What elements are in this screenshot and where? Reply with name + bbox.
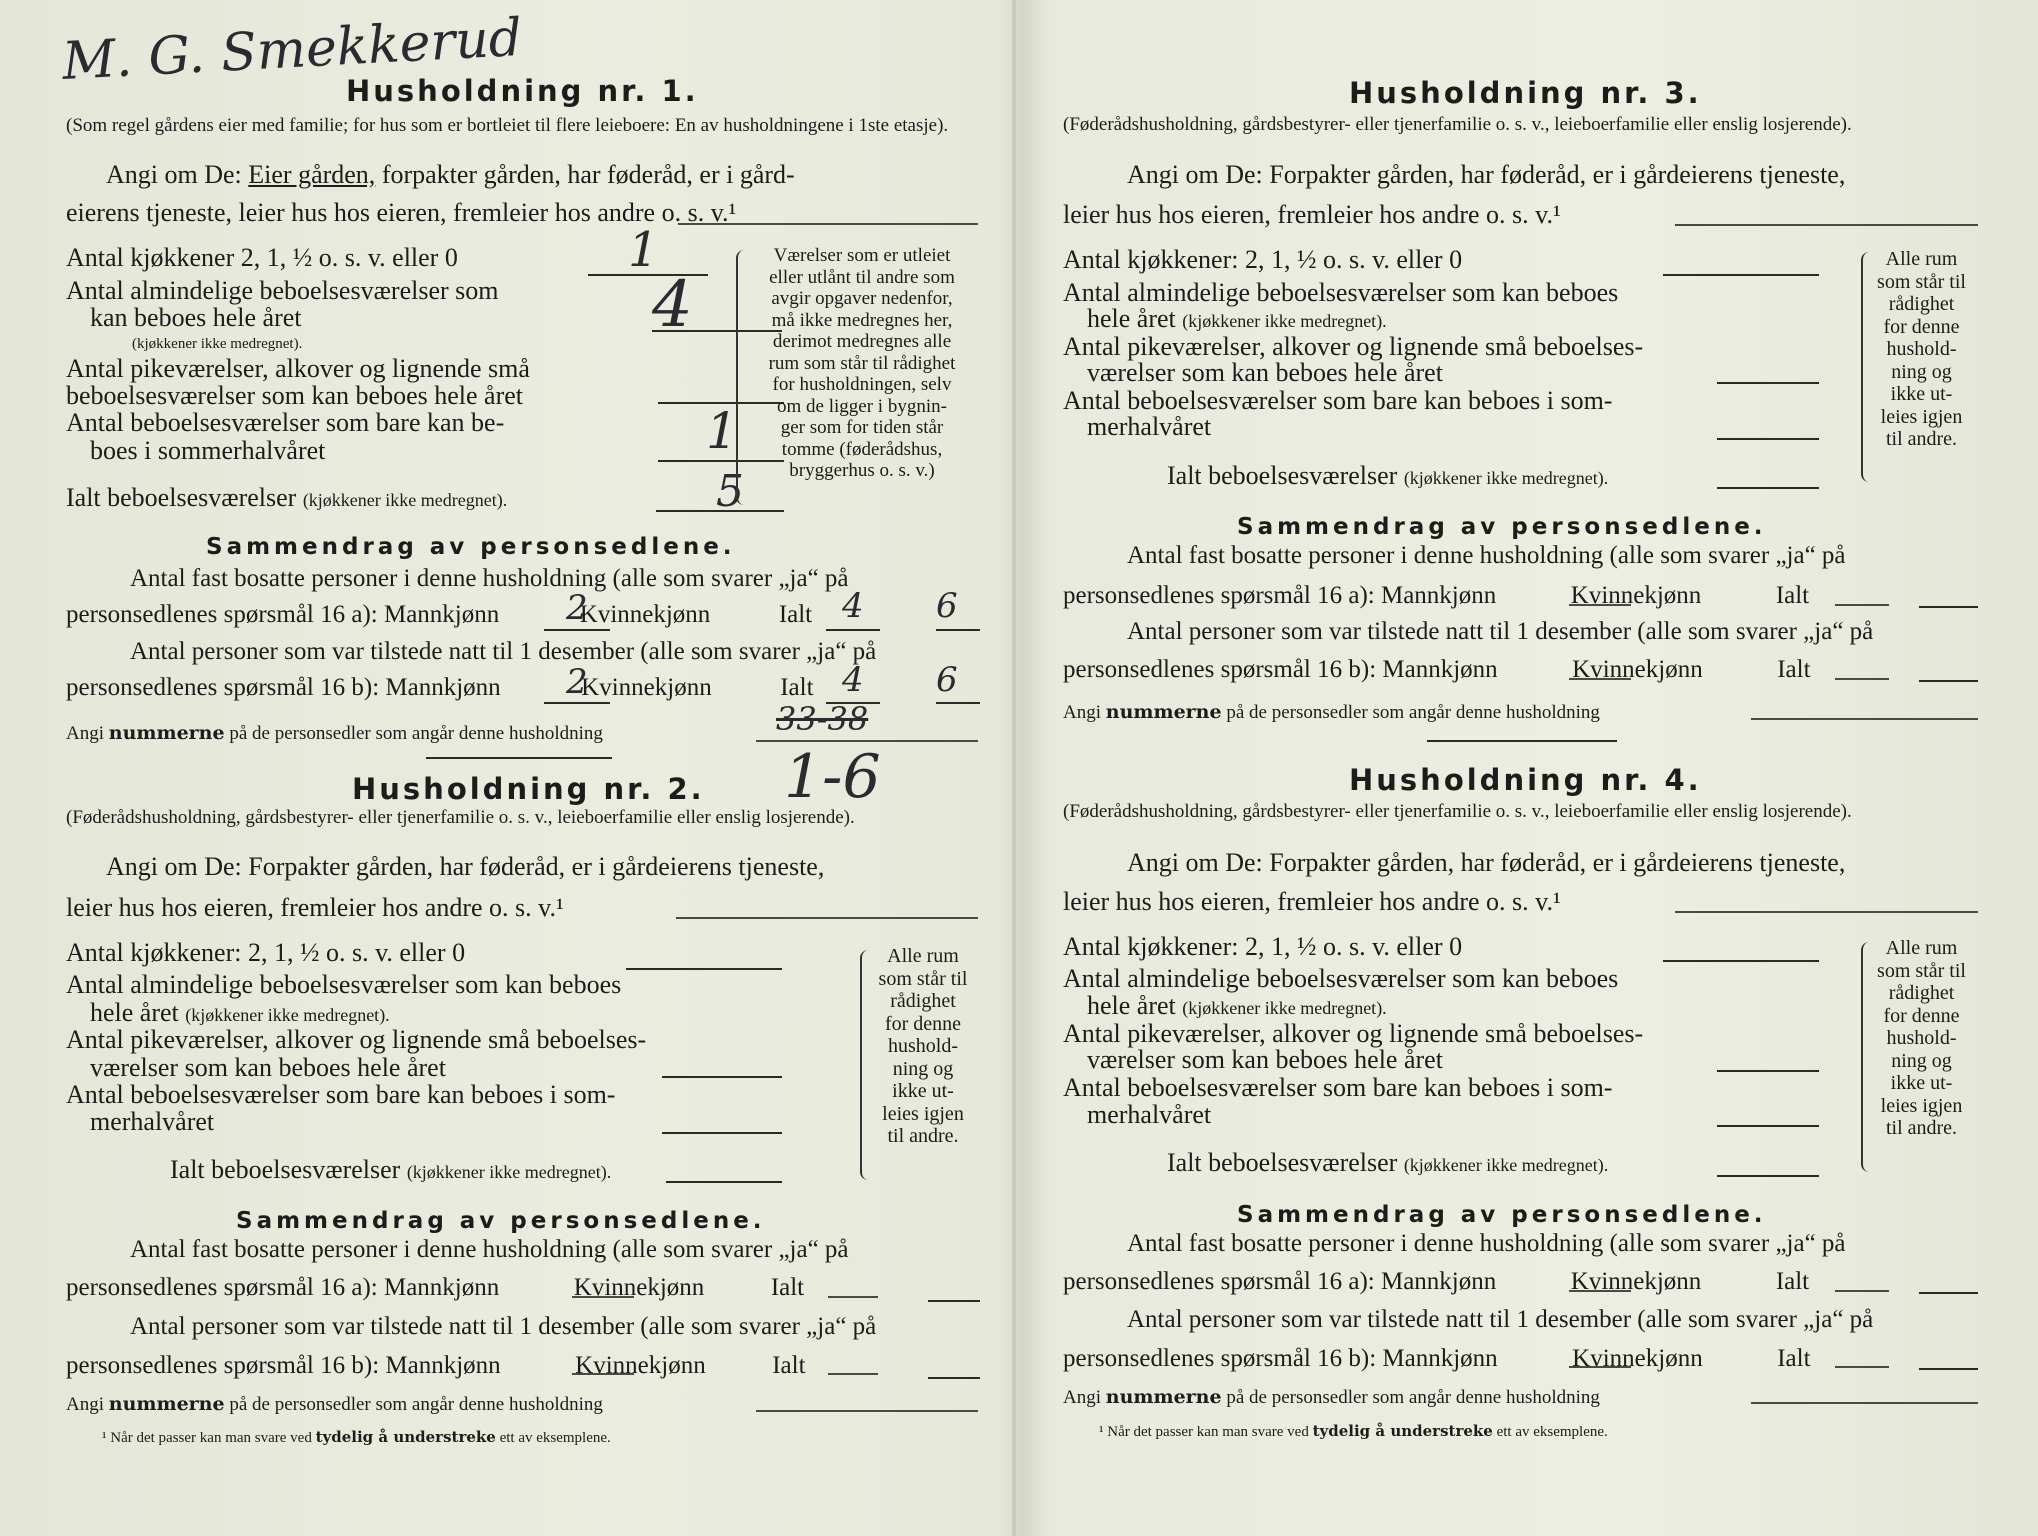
h3-alm-label-2: hele året (kjøkkener ikke medregnet). — [1087, 304, 1387, 333]
answer-line — [1717, 1125, 1819, 1127]
answer-line — [656, 510, 784, 512]
answer-line — [1919, 680, 1978, 682]
h1-nummer-struck-value: 33-38 — [776, 700, 869, 738]
h4-pike-label-1: Antal pikeværelser, alkover og lignende små beboelses- — [1063, 1019, 1644, 1048]
answer-line — [1675, 911, 1978, 913]
household-2-title: Husholdning nr. 2. — [352, 772, 705, 806]
answer-line — [662, 1132, 782, 1134]
h4-side-note: Alle rum som står til rådighet for denne hushold- ning og ikke ut- leies igjen til andre. — [1877, 937, 1966, 1139]
h3-summary-title: Sammendrag av personsedlene. — [1237, 514, 1767, 540]
answer-line — [666, 1181, 782, 1183]
handwritten-farm-name: M. G. Smekkerud — [60, 7, 524, 93]
h1-sommer-value: 1 — [706, 402, 738, 460]
h4-ialt-row: Ialt beboelsesværelser (kjøkkener ikke medregnet). — [1167, 1148, 1609, 1177]
answer-line — [1919, 606, 1978, 608]
h4-sommer-label-2: merhalvåret — [1087, 1100, 1212, 1129]
h3-fast-line-2: personsedlenes spørsmål 16 a): Mannkjønn Kvinnekjønn Ialt — [1063, 582, 1810, 609]
h1-alm-label-3: (kjøkkener ikke medregnet). — [132, 336, 303, 352]
h4-pike-label-2: værelser som kan beboes hele året — [1087, 1045, 1443, 1074]
h1-fast-line-2: personsedlenes spørsmål 16 a): Mannkjønn Kvinnekjønn Ialt — [66, 601, 813, 628]
h3-kjokkener-label: Antal kjøkkener: 2, 1, ½ o. s. v. eller 0 — [1063, 245, 1463, 274]
household-4-intro: (Føderådshusholdning, gårdsbestyrer- eller tjenerfamilie o. s. v., leieboerfamilie eller enslig losjerende). — [1063, 801, 1852, 822]
section-divider — [1427, 740, 1617, 742]
h1-fast-ialt-value: 6 — [936, 586, 958, 626]
household-2-intro: (Føderådshusholdning, gårdsbestyrer- eller tjenerfamilie o. s. v., leieboerfamilie eller enslig losjerende). — [66, 807, 855, 828]
answer-line — [1717, 1175, 1819, 1177]
h1-summary-title: Sammendrag av personsedlene. — [206, 534, 736, 560]
h1-pike-label-1: Antal pikeværelser, alkover og lignende små — [66, 354, 530, 383]
h1-fast-kvinne-value: 4 — [842, 586, 864, 626]
h2-nummer-line: Angi nummerne på de personsedler som angår denne husholdning — [66, 1393, 603, 1415]
answer-line — [1569, 678, 1631, 680]
h3-fast-line-1: Antal fast bosatte personer i denne husholdning (alle som svarer „ja“ på — [1127, 542, 1846, 569]
household-1-intro: (Som regel gårdens eier med familie; for hus som er bortleiet til flere leieboere: En av husholdningene i 1ste etasje). — [66, 115, 949, 136]
h3-sommer-label-1: Antal beboelsesværelser som bare kan beboes i som- — [1063, 386, 1613, 415]
h4-angi-line-2: leier hus hos eieren, fremleier hos andre o. s. v.¹ — [1063, 887, 1561, 916]
answer-line — [936, 702, 980, 704]
h2-angi-line-2: leier hus hos eieren, fremleier hos andre o. s. v.¹ — [66, 893, 564, 922]
h1-sommer-label-1: Antal beboelsesværelser som bare kan be- — [66, 408, 505, 437]
answer-line — [1717, 1070, 1819, 1072]
answer-line — [544, 629, 610, 631]
h2-pike-label-1: Antal pikeværelser, alkover og lignende små beboelses- — [66, 1025, 647, 1054]
h2-sommer-label-1: Antal beboelsesværelser som bare kan beboes i som- — [66, 1080, 616, 1109]
answer-line — [626, 968, 782, 970]
h4-alm-label-2: hele året (kjøkkener ikke medregnet). — [1087, 991, 1387, 1020]
answer-line — [1835, 604, 1889, 606]
answer-line — [662, 1076, 782, 1078]
page-fold — [1012, 0, 1016, 1536]
answer-line — [572, 1296, 634, 1298]
answer-line — [1919, 1292, 1978, 1294]
answer-line — [1835, 1366, 1889, 1368]
household-1-angi-line-1: Angi om De: Eier gården, forpakter gården, har føderåd, er i gård- — [106, 160, 795, 189]
h2-fast-line-2: personsedlenes spørsmål 16 a): Mannkjønn Kvinnekjønn Ialt — [66, 1274, 805, 1301]
h1-nummer-line: Angi nummerne på de personsedler som angår denne husholdning — [66, 722, 603, 744]
h3-side-note: Alle rum som står til rådighet for denne hushold- ning og ikke ut- leies igjen til andre. — [1877, 248, 1966, 450]
h1-kjokkener-value: 1 — [628, 222, 659, 278]
household-4-title: Husholdning nr. 4. — [1349, 763, 1702, 797]
answer-line — [1663, 274, 1819, 276]
answer-line — [1569, 1366, 1631, 1368]
h1-ialt-value: 5 — [716, 466, 744, 517]
underlined-option-eier-garden: Eier gården, — [248, 160, 376, 189]
h1-sommer-label-2: boes i sommerhalvåret — [90, 436, 326, 465]
h3-pike-label-1: Antal pikeværelser, alkover og lignende små beboelses- — [1063, 332, 1644, 361]
answer-line — [678, 223, 978, 225]
h4-angi-line-1: Angi om De: Forpakter gården, har føderåd, er i gårdeierens tjeneste, — [1127, 848, 1846, 877]
h4-sommer-label-1: Antal beboelsesværelser som bare kan beboes i som- — [1063, 1073, 1613, 1102]
answer-line — [1919, 1368, 1978, 1370]
answer-line — [544, 702, 610, 704]
h3-nummer-line: Angi nummerne på de personsedler som angår denne husholdning — [1063, 701, 1600, 723]
h1-side-note: Værelser som er utleiet eller utlånt til andre som avgir opgaver nedenfor, må ikke medregnes her, derimot medregnes alle rum som står til rådighet for husholdningen, selv om de ligger i bygnin- ger som for tiden står tomme (føderådshus, bryggerhus o. s. v.) — [768, 245, 956, 481]
h3-pike-label-2: værelser som kan beboes hele året — [1087, 358, 1443, 387]
household-1-title: Husholdning nr. 1. — [346, 74, 699, 108]
h1-alm-label-2: kan beboes hele året — [90, 303, 302, 332]
household-1-angi-line-2: eierens tjeneste, leier hus hos eieren, fremleier hos andre o. s. v.¹ — [66, 198, 737, 227]
h4-tils-line-1: Antal personer som var tilstede natt til 1 desember (alle som svarer „ja“ på — [1127, 1306, 1874, 1333]
h4-tils-line-2: personsedlenes spørsmål 16 b): Mannkjønn Kvinnekjønn Ialt — [1063, 1345, 1811, 1372]
household-3-intro: (Føderådshusholdning, gårdsbestyrer- eller tjenerfamilie o. s. v., leieboerfamilie eller enslig losjerende). — [1063, 114, 1852, 135]
h4-alm-label-1: Antal almindelige beboelsesværelser som kan beboes — [1063, 964, 1619, 993]
h2-summary-title: Sammendrag av personsedlene. — [236, 1208, 766, 1234]
h3-angi-line-1: Angi om De: Forpakter gården, har føderåd, er i gårdeierens tjeneste, — [1127, 160, 1846, 189]
h3-tils-line-2: personsedlenes spørsmål 16 b): Mannkjønn Kvinnekjønn Ialt — [1063, 656, 1811, 683]
h1-fast-line-1: Antal fast bosatte personer i denne husholdning (alle som svarer „ja“ på — [130, 565, 849, 592]
answer-line — [756, 1410, 978, 1412]
h1-tils-ialt-value: 6 — [936, 660, 958, 700]
answer-line — [676, 917, 978, 919]
h3-alm-label-1: Antal almindelige beboelsesværelser som kan beboes — [1063, 278, 1619, 307]
h1-tils-kvinne-value: 4 — [842, 660, 864, 700]
answer-line — [1663, 960, 1819, 962]
h2-alm-label-2: hele året (kjøkkener ikke medregnet). — [90, 998, 390, 1027]
h4-kjokkener-label: Antal kjøkkener: 2, 1, ½ o. s. v. eller 0 — [1063, 932, 1463, 961]
answer-line — [828, 1296, 878, 1298]
answer-line — [928, 1377, 980, 1379]
h1-fast-mann-value: 2 — [566, 588, 588, 628]
h2-angi-line-1: Angi om De: Forpakter gården, har føderåd, er i gårdeierens tjeneste, — [106, 852, 825, 881]
household-3-title: Husholdning nr. 3. — [1349, 76, 1702, 110]
h1-tils-mann-value: 2 — [566, 662, 588, 702]
h3-ialt-row: Ialt beboelsesværelser (kjøkkener ikke medregnet). — [1167, 461, 1609, 490]
answer-line — [826, 629, 880, 631]
h3-sommer-label-2: merhalvåret — [1087, 412, 1212, 441]
h1-nummer-value: 1-6 — [784, 742, 881, 812]
h3-tils-line-1: Antal personer som var tilstede natt til 1 desember (alle som svarer „ja“ på — [1127, 618, 1874, 645]
answer-line — [1569, 604, 1631, 606]
answer-line — [572, 1373, 634, 1375]
h1-tils-line-2: personsedlenes spørsmål 16 b): Mannkjønn Kvinnekjønn Ialt — [66, 674, 814, 701]
section-divider — [426, 757, 612, 759]
answer-line — [1717, 438, 1819, 440]
answer-line — [928, 1300, 980, 1302]
answer-line — [1717, 487, 1819, 489]
h1-pike-label-2: beboelsesværelser som kan beboes hele året — [66, 381, 524, 410]
h4-footnote: ¹ Når det passer kan man svare ved tydelig å understreke ett av eksemplene. — [1099, 1422, 1608, 1440]
answer-line — [936, 629, 980, 631]
h2-pike-label-2: værelser som kan beboes hele året — [90, 1053, 446, 1082]
h2-alm-label-1: Antal almindelige beboelsesværelser som kan beboes — [66, 970, 622, 999]
h2-ialt-row: Ialt beboelsesværelser (kjøkkener ikke medregnet). — [170, 1155, 612, 1184]
h2-kjokkener-label: Antal kjøkkener: 2, 1, ½ o. s. v. eller 0 — [66, 938, 466, 967]
h4-fast-line-1: Antal fast bosatte personer i denne husholdning (alle som svarer „ja“ på — [1127, 1230, 1846, 1257]
h3-angi-line-2: leier hus hos eieren, fremleier hos andre o. s. v.¹ — [1063, 200, 1561, 229]
h2-footnote: ¹ Når det passer kan man svare ved tydelig å understreke ett av eksemplene. — [102, 1428, 611, 1446]
h2-tils-line-1: Antal personer som var tilstede natt til 1 desember (alle som svarer „ja“ på — [130, 1313, 877, 1340]
h1-ialt-row: Ialt beboelsesværelser (kjøkkener ikke medregnet). — [66, 483, 508, 512]
h4-nummer-line: Angi nummerne på de personsedler som angår denne husholdning — [1063, 1386, 1600, 1408]
h1-tils-line-1: Antal personer som var tilstede natt til 1 desember (alle som svarer „ja“ på — [130, 638, 877, 665]
answer-line — [1835, 1290, 1889, 1292]
answer-line — [828, 1373, 878, 1375]
answer-line — [1751, 718, 1978, 720]
h1-alm-value: 4 — [652, 268, 693, 342]
answer-line — [1675, 224, 1978, 226]
h4-summary-title: Sammendrag av personsedlene. — [1237, 1202, 1767, 1228]
h4-fast-line-2: personsedlenes spørsmål 16 a): Mannkjønn Kvinnekjønn Ialt — [1063, 1268, 1810, 1295]
h2-side-note: Alle rum som står til rådighet for denne hushold- ning og ikke ut- leies igjen til andre. — [878, 945, 968, 1147]
answer-line — [1569, 1290, 1631, 1292]
h2-fast-line-1: Antal fast bosatte personer i denne husholdning (alle som svarer „ja“ på — [130, 1236, 849, 1263]
answer-line — [1835, 678, 1889, 680]
h2-tils-line-2: personsedlenes spørsmål 16 b): Mannkjønn Kvinnekjønn Ialt — [66, 1352, 806, 1379]
answer-line — [1751, 1402, 1978, 1404]
h2-sommer-label-2: merhalvåret — [90, 1107, 215, 1136]
answer-line — [1717, 382, 1819, 384]
h1-alm-label-1: Antal almindelige beboelsesværelser som — [66, 276, 499, 305]
h1-kjokkener-label: Antal kjøkkener 2, 1, ½ o. s. v. eller 0 — [66, 243, 458, 272]
